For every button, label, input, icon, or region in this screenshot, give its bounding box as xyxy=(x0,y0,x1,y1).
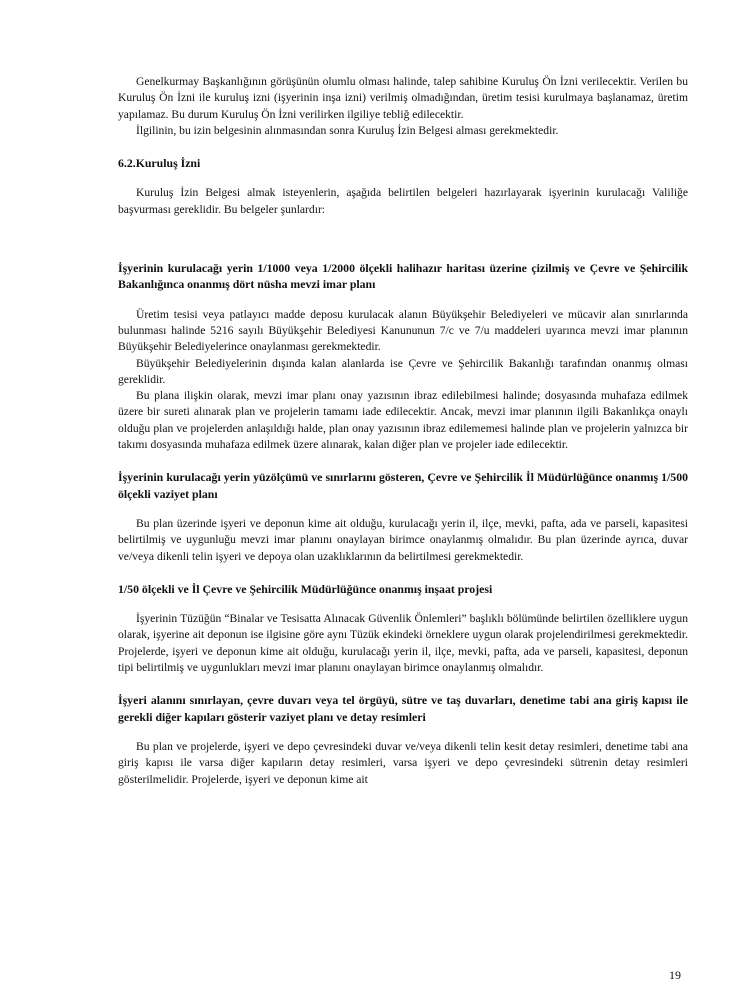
paragraph: Bu plan ve projelerde, işyeri ve depo çevresindeki duvar ve/veya dikenli telin kesit detay resimleri, denetime tabi ana giriş kapısı ile varsa diğer kapıların detay resimleri, varsa işyeri ve depo çevresindeki sütrenin detay resimleri gösterilmelidir. Projelerde, işyeri ve deponun kime ait xyxy=(118,739,688,786)
subheading: İşyerinin kurulacağı yerin 1/1000 veya 1/2000 ölçekli halihazır haritası üzerine çizilmiş ve Çevre ve Şehircilik Bakanlığınca onanmış dört nüsha mevzi imar planı xyxy=(118,261,688,292)
paragraph: Kuruluş İzin Belgesi almak isteyenlerin, aşağıda belirtilen belgeleri hazırlayarak işyerinin kurulacağı Valiliğe başvurması gereklidir. Bu belgeler şunlardır: xyxy=(118,186,688,216)
paragraph: İşyerinin Tüzüğün “Binalar ve Tesisatta Alınacak Güvenlik Önlemleri” başlıklı bölümünde belirtilen özelliklere uygun olarak, işyerine ait deponun ise ilgisine göre aynı Tüzük ekindeki örneklere uygun olarak projelendirilmesi gerekmektedir. Projelerde, işyeri ve deponun kime ait olduğu, kurulacağı yerin il, ilçe, mevki, pafta, ada ve parseli, kapasitesi, deponun tipi belirtilmiş ve uygunlukları mevzi imar planını onaylayan birimce onaylanmış olmalıdır. xyxy=(118,612,688,675)
paragraph: Bu plana ilişkin olarak, mevzi imar planı onay yazısının ibraz edilebilmesi halinde; dosyasında muhafaza edilmek üzere bir sureti alınarak plan ve projelerin tamamı iade edilecektir. Ancak, mevzi imar planının ilgili Bakanlıkça onaylı olduğu plan ve projelerden anlaşıldığı halde, plan onay yazısının ibraz edilememesi halinde plan ve projelerin yalnızca bir takımı dosyasında muhafaza edilmek üzere alınarak, kalan diğer plan ve projeler iade edilecektir. xyxy=(118,389,688,452)
paragraph: Büyükşehir Belediyelerinin dışında kalan alanlarda ise Çevre ve Şehircilik Bakanlığı tarafından onanmış olması gereklidir. xyxy=(118,356,688,386)
page-content xyxy=(118,74,688,788)
section-heading: 6.2.Kuruluş İzni xyxy=(118,156,201,171)
subheading: İşyerinin kurulacağı yerin yüzölçümü ve sınırlarını gösteren, Çevre ve Şehircilik İl Müdürlüğünce onanmış 1/500 ölçekli vaziyet planı xyxy=(118,470,688,501)
paragraph: Bu plan üzerinde işyeri ve deponun kime ait olduğu, kurulacağı yerin il, ilçe, mevki, pafta, ada ve parseli, kapasitesi belirtilmiş ve uygunluğu mevzi imar planını onaylayan birimce onaylanmış olmalıdır. Bu plan üzerinde ayrıca, duvar ve/veya dikenli telin işyeri ve depoya olan uzaklıklarının da belirtilmesi gerekmektedir. xyxy=(118,516,688,563)
subheading: 1/50 ölçekli ve İl Çevre ve Şehircilik Müdürlüğünce onanmış inşaat projesi xyxy=(118,581,493,596)
subheading: İşyeri alanını sınırlayan, çevre duvarı veya tel örgüyü, sütre ve taş duvarları, denetime tabi ana giriş kapısı ile gerekli diğer kapıları gösterir vaziyet planı ve detay resimleri xyxy=(118,693,688,724)
paragraph: Genelkurmay Başkanlığının görüşünün olumlu olması halinde, talep sahibine Kuruluş Ön İzni verilecektir. Verilen bu Kuruluş Ön İzni ile kuruluş izni (işyerinin inşa izni) verilmiş olmadığından, üretim tesisi kurulmaya başlanamaz, üretim yapılamaz. Bu durum Kuruluş Ön İzni verilirken ilgiliye tebliğ edilecektir. xyxy=(118,75,688,121)
paragraph: İlgilinin, bu izin belgesinin alınmasından sonra Kuruluş İzin Belgesi alması gerekmektedir. xyxy=(136,123,559,137)
paragraph: Üretim tesisi veya patlayıcı madde deposu kurulacak alanın Büyükşehir Belediyeleri ve mücavir alan sınırlarında bulunması halinde 5216 sayılı Büyükşehir Belediyesi Kanununun 7/c ve 7/u maddeleri uyarınca mevzi imar planının Büyükşehir Belediyelerince onaylanması gerekmektedir. xyxy=(118,307,688,354)
page-number: 19 xyxy=(669,968,681,982)
